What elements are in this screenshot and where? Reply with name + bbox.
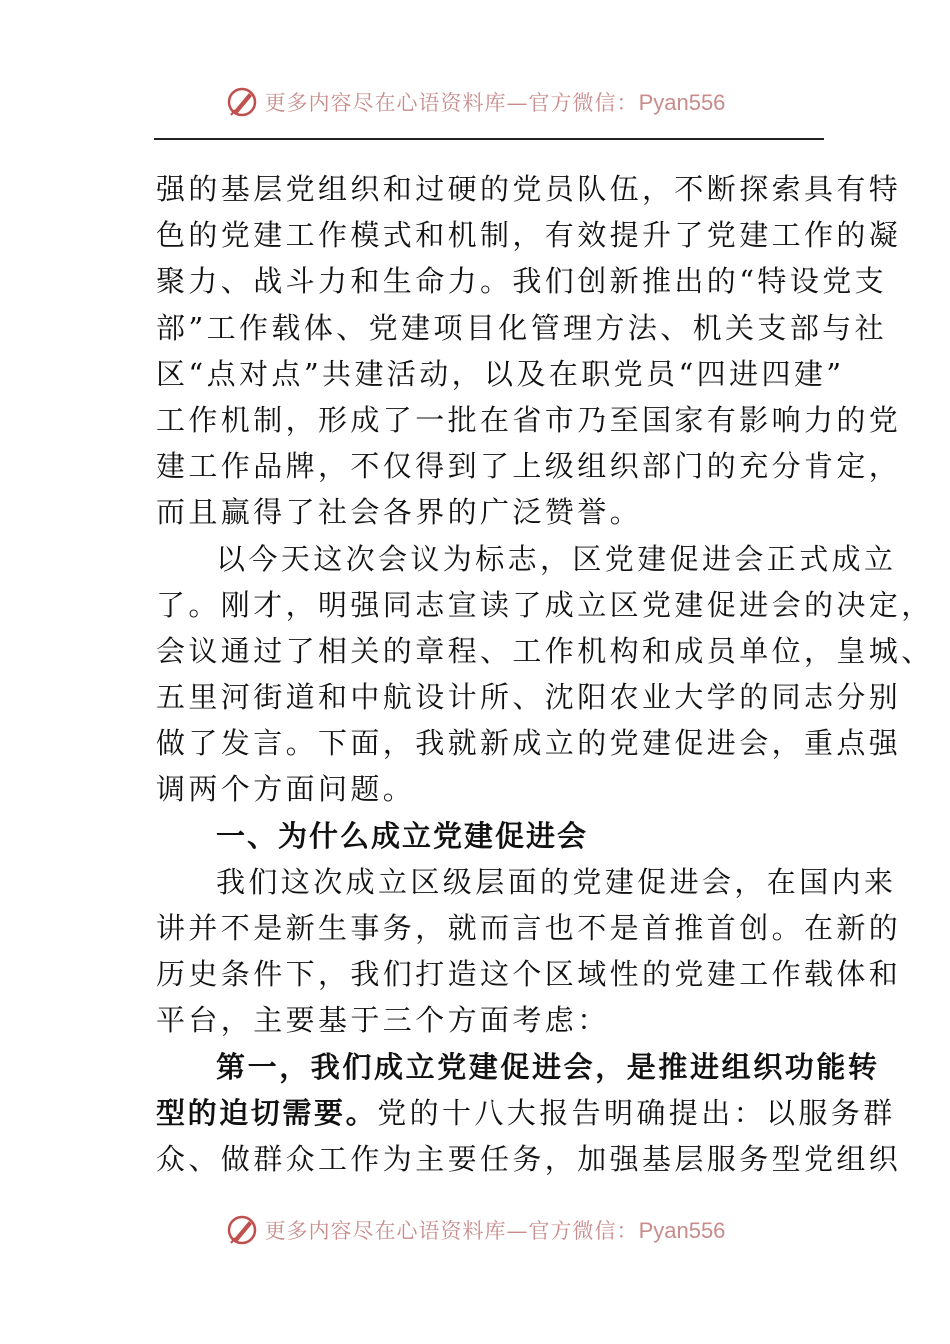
paragraph-line: 色的党建工作模式和机制，有效提升了党建工作的凝 (156, 218, 902, 253)
section-heading: 一、为什么成立党建促进会 (216, 818, 589, 853)
paragraph-line: 而且赢得了社会各界的广泛赞誉。 (156, 495, 643, 530)
header-watermark (0, 80, 950, 124)
paragraph-line: 聚力、战斗力和生命力。我们创新推出的“特设党支 (156, 264, 888, 299)
paragraph-line: 工作机制，形成了一批在省市乃至国家有影响力的党 (156, 402, 902, 437)
paragraph-line: 了。刚才，明强同志宣读了成立区党建促进会的决定， (156, 587, 934, 622)
header-watermark-text: 更多内容尽在心语资料库—官方微信：Pyan556 (264, 90, 726, 115)
paragraph-line: 我们这次成立区级层面的党建促进会，在国内来 (216, 864, 897, 899)
bold-lead-text: 型的迫切需要。 (156, 1095, 378, 1130)
bold-lead-line: 第一，我们成立党建促进会，是推进组织功能转 (216, 1049, 880, 1084)
paragraph-line: 历史条件下，我们打造这个区域性的党建工作载体和 (156, 957, 902, 992)
pen-logo-icon (225, 85, 259, 119)
paragraph-line: 以今天这次会议为标志，区党建促进会正式成立 (216, 541, 897, 576)
paragraph-line: 部”工作载体、党建项目化管理方法、机关支部与社 (156, 310, 888, 345)
paragraph-line (156, 1090, 896, 1136)
paragraph-line: 强的基层党组织和过硬的党员队伍，不断探索具有特 (156, 172, 902, 206)
header-wechat-id: Pyan556 (638, 90, 726, 115)
paragraph-line: 区“点对点”共建活动，以及在职党员“四进四建” (156, 356, 845, 391)
paragraph-text: 党的十八大报告明确提出：以服务群 (377, 1095, 896, 1130)
paragraph-line: 会议通过了相关的章程、工作机构和成员单位，皇城、 (156, 633, 934, 668)
paragraph-line: 五里河街道和中航设计所、沈阳农业大学的同志分别 (156, 680, 902, 715)
paragraph-line: 调两个方面问题。 (156, 772, 416, 807)
footer-watermark (0, 1208, 950, 1252)
pen-logo-icon (225, 1213, 259, 1247)
footer-wechat-id: Pyan556 (638, 1218, 726, 1243)
paragraph-line: 众、做群众工作为主要任务，加强基层服务型党组织 (156, 1141, 902, 1176)
document-body (156, 166, 934, 1182)
paragraph-line: 平台，主要基于三个方面考虑： (156, 1003, 610, 1038)
paragraph-line: 讲并不是新生事务，就而言也不是首推首创。在新的 (156, 911, 902, 945)
footer-watermark-text: 更多内容尽在心语资料库—官方微信：Pyan556 (264, 1218, 726, 1243)
paragraph-line: 建工作品牌，不仅得到了上级组织部门的充分肯定， (156, 449, 902, 484)
header-divider (154, 138, 824, 140)
paragraph-line: 做了发言。下面，我就新成立的党建促进会，重点强 (156, 726, 902, 761)
